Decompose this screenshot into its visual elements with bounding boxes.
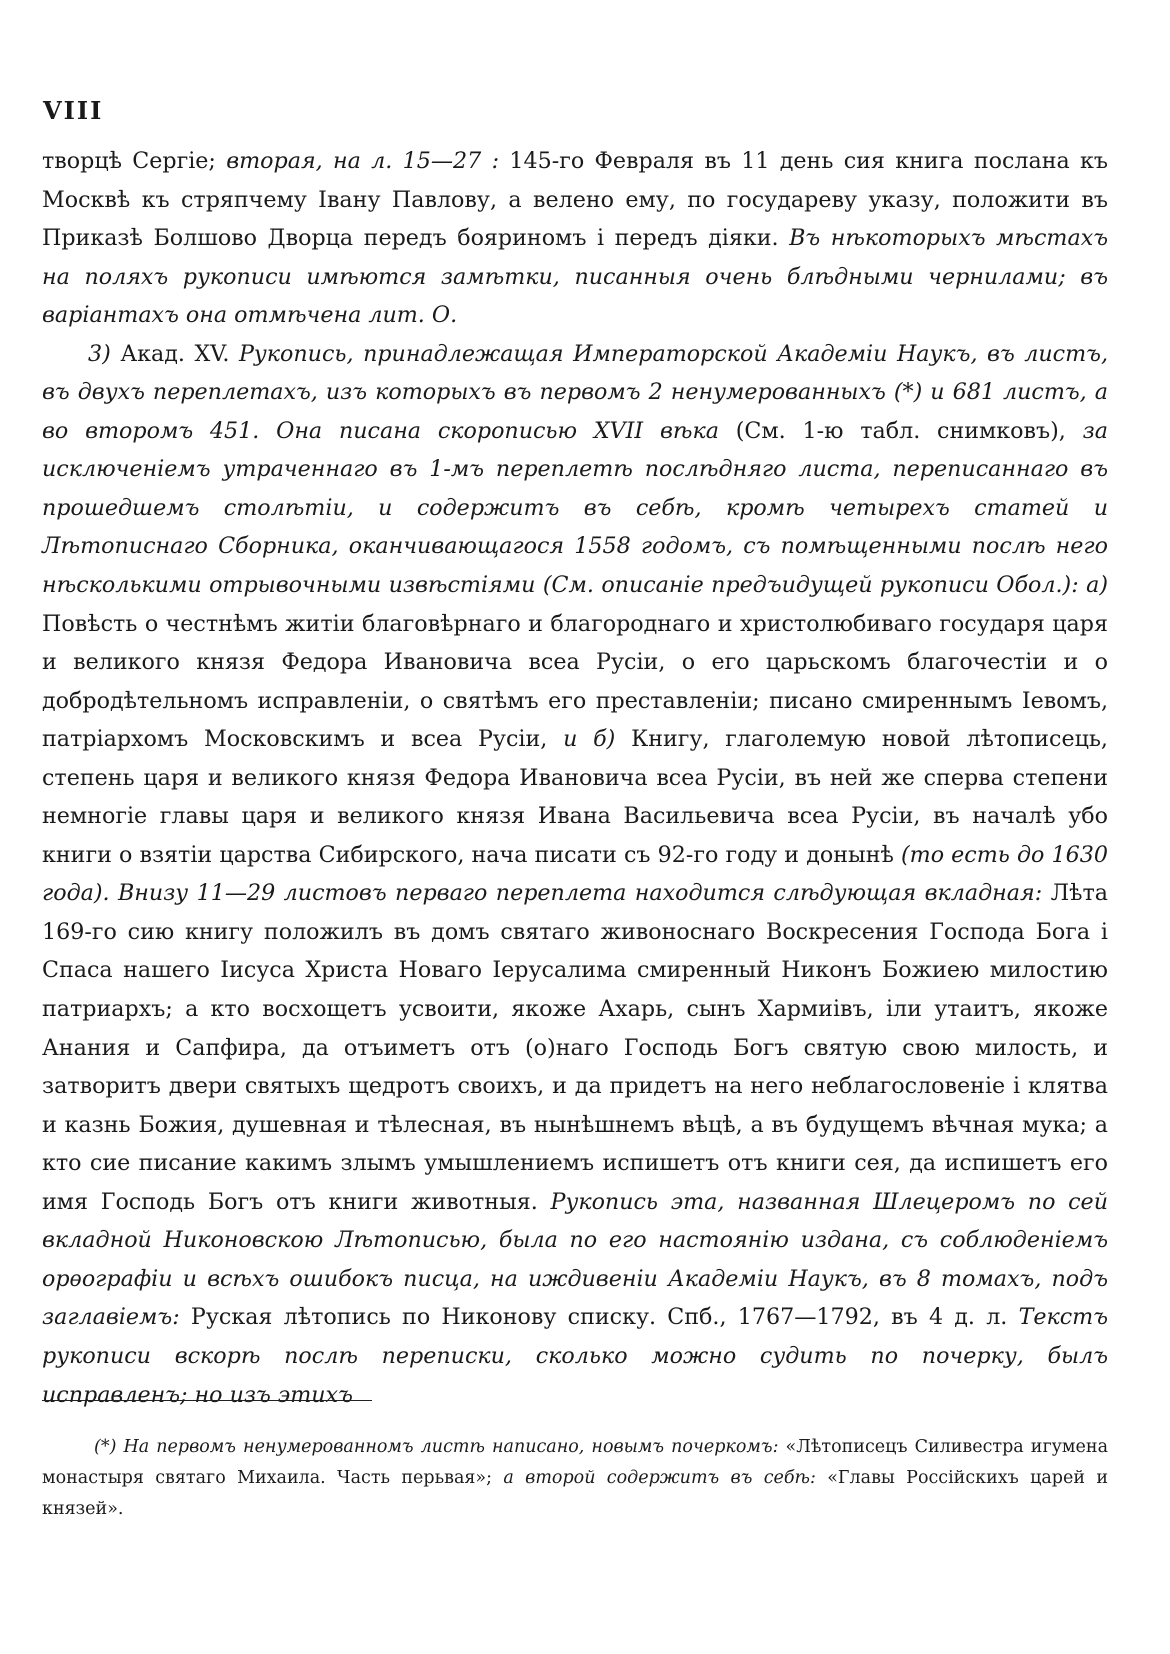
footnote-run-italic: а второй содержитъ въ себѣ:: [503, 1468, 828, 1488]
main-text: [42, 142, 1108, 1414]
text-run-italic: Рукопись, принадлежащая Императорской Академіи Наукъ, въ листъ, въ двухъ переплетахъ, изъ которыхъ въ первомъ 2 ненумерованныхъ (*) и 681 листъ, а во второмъ 451. Она писана скорописью XVII вѣка: [42, 340, 1108, 444]
footnote-run: «Лѣтописецъ Силивестра игумена монастыря святаго Михаила. Часть перьвая»;: [42, 1437, 1109, 1488]
page-number: VIII: [43, 96, 104, 125]
paragraph-2: [42, 335, 1108, 1414]
text-run: Руская лѣтопись по Никонову списку. Спб., 1767—1792, въ 4 д. л.: [190, 1304, 1019, 1331]
text-run-italic: Рукопись эта, названная Шлецеромъ по сей вкладной Никоновскою Лѣтописью, была по его настоянію издана, съ соблюденіемъ орѳографіи и всѣхъ ошибокъ писца, на иждивеніи Академіи Наукъ, въ 8 томахъ, подъ заглавіемъ:: [42, 1188, 1108, 1331]
text-run-italic: 3): [88, 340, 121, 367]
text-run: Книгу, глаголемую новой лѣтописець, степень царя и великого князя Федора Ивановича всеа Русіи, въ ней же сперва степени немногіе главы царя и великого князя Ивана Васильевича всеа Русіи, въ началѣ убо книги о взятіи царства Сибирского, нача писати съ 92-го году и донынѣ: [42, 726, 1108, 868]
footnote-divider: [42, 1400, 372, 1401]
text-run-italic: вторая, на л. 15—27 :: [226, 148, 510, 174]
text-run: Лѣта 169-го сию книгу положилъ въ домъ святаго живоноснаго Воскресения Господа Бога і Спаса нашего Іисуса Христа Новаго Іерусалима смиренный Никонъ Божиею милостию патриархъ; а кто восхощетъ усвоити, якоже Ахарь, сынъ Хармиівъ, іли утаитъ, якоже Анания и Сапфира, да отъиметъ отъ (о)наго Господь Богъ святую свою милость, и затворитъ двери святыхъ щедротъ своихъ, и да придетъ на него неблагословеніе і клятва и казнь Божия, душевная и тѣлесная, въ нынѣшнемъ вѣцѣ, а въ будущемъ вѣчная мука; а кто сие писание какимъ злымъ умышлениемъ испишетъ отъ книги сея, да испишетъ его имя Господь Богъ отъ книги животныя.: [42, 880, 1108, 1215]
text-run: творцѣ Сергіе;: [42, 148, 227, 174]
footnote-run: «Главы Россійскихъ царей и князей».: [42, 1468, 1108, 1519]
text-run-italic: Въ нѣкоторыхъ мѣстахъ на поляхъ рукописи имѣются замѣтки, писанныя очень блѣдными чернилами; въ варіантахъ она отмѣчена лит. О.: [42, 225, 1108, 329]
text-run: Акад. XV.: [120, 340, 239, 367]
text-run-italic: за исключеніемъ утраченнаго въ 1-мъ переплетѣ послѣдняго листа, переписаннаго въ прошедшемъ столѣтіи, и содержитъ въ себѣ, кромѣ четырехъ статей и Лѣтописнаго Сборника, оканчивающагося 1558 годомъ, съ помѣщенными послѣ него нѣсколькими отрывочными извѣстіями (См. описаніе предъидущей рукописи Обол.): а): [42, 417, 1108, 599]
text-run: Повѣсть о честнѣмъ житіи благовѣрнаго и благороднаго и христолюбиваго государя царя и великого князя Федора Ивановича всеа Русіи, о его царьскомъ благочестіи и о добродѣтельномъ исправленіи, о святѣмъ его преставленіи; писано смиреннымъ Іевомъ, патріархомъ Московскимъ и всеа Русіи,: [42, 610, 1108, 753]
paragraph-1: [42, 142, 1108, 335]
text-run-italic: Текстъ рукописи вскорѣ послѣ переписки, сколько можно судить по почерку, былъ исправленъ; но изъ этихъ: [42, 1304, 1108, 1408]
text-run-italic: и б): [563, 726, 632, 753]
text-run: (См. 1-ю табл. снимковъ),: [735, 417, 1083, 444]
footnote-run-italic: (*) На первомъ ненумерованномъ листѣ написано, новымъ почеркомъ:: [94, 1437, 786, 1457]
footnote: [42, 1432, 1108, 1525]
text-run: 145-го Февраля въ 11 день сия книга послана къ Москвѣ къ стряпчему Івану Павлову, а велено ему, по государеву указу, положити въ Приказѣ Болшово Дворца передъ бояриномъ і передъ діяки.: [42, 148, 1109, 252]
text-run-italic: (то есть до 1630 года). Внизу 11—29 листовъ перваго переплета находится слѣдующая вкладная:: [42, 841, 1108, 907]
